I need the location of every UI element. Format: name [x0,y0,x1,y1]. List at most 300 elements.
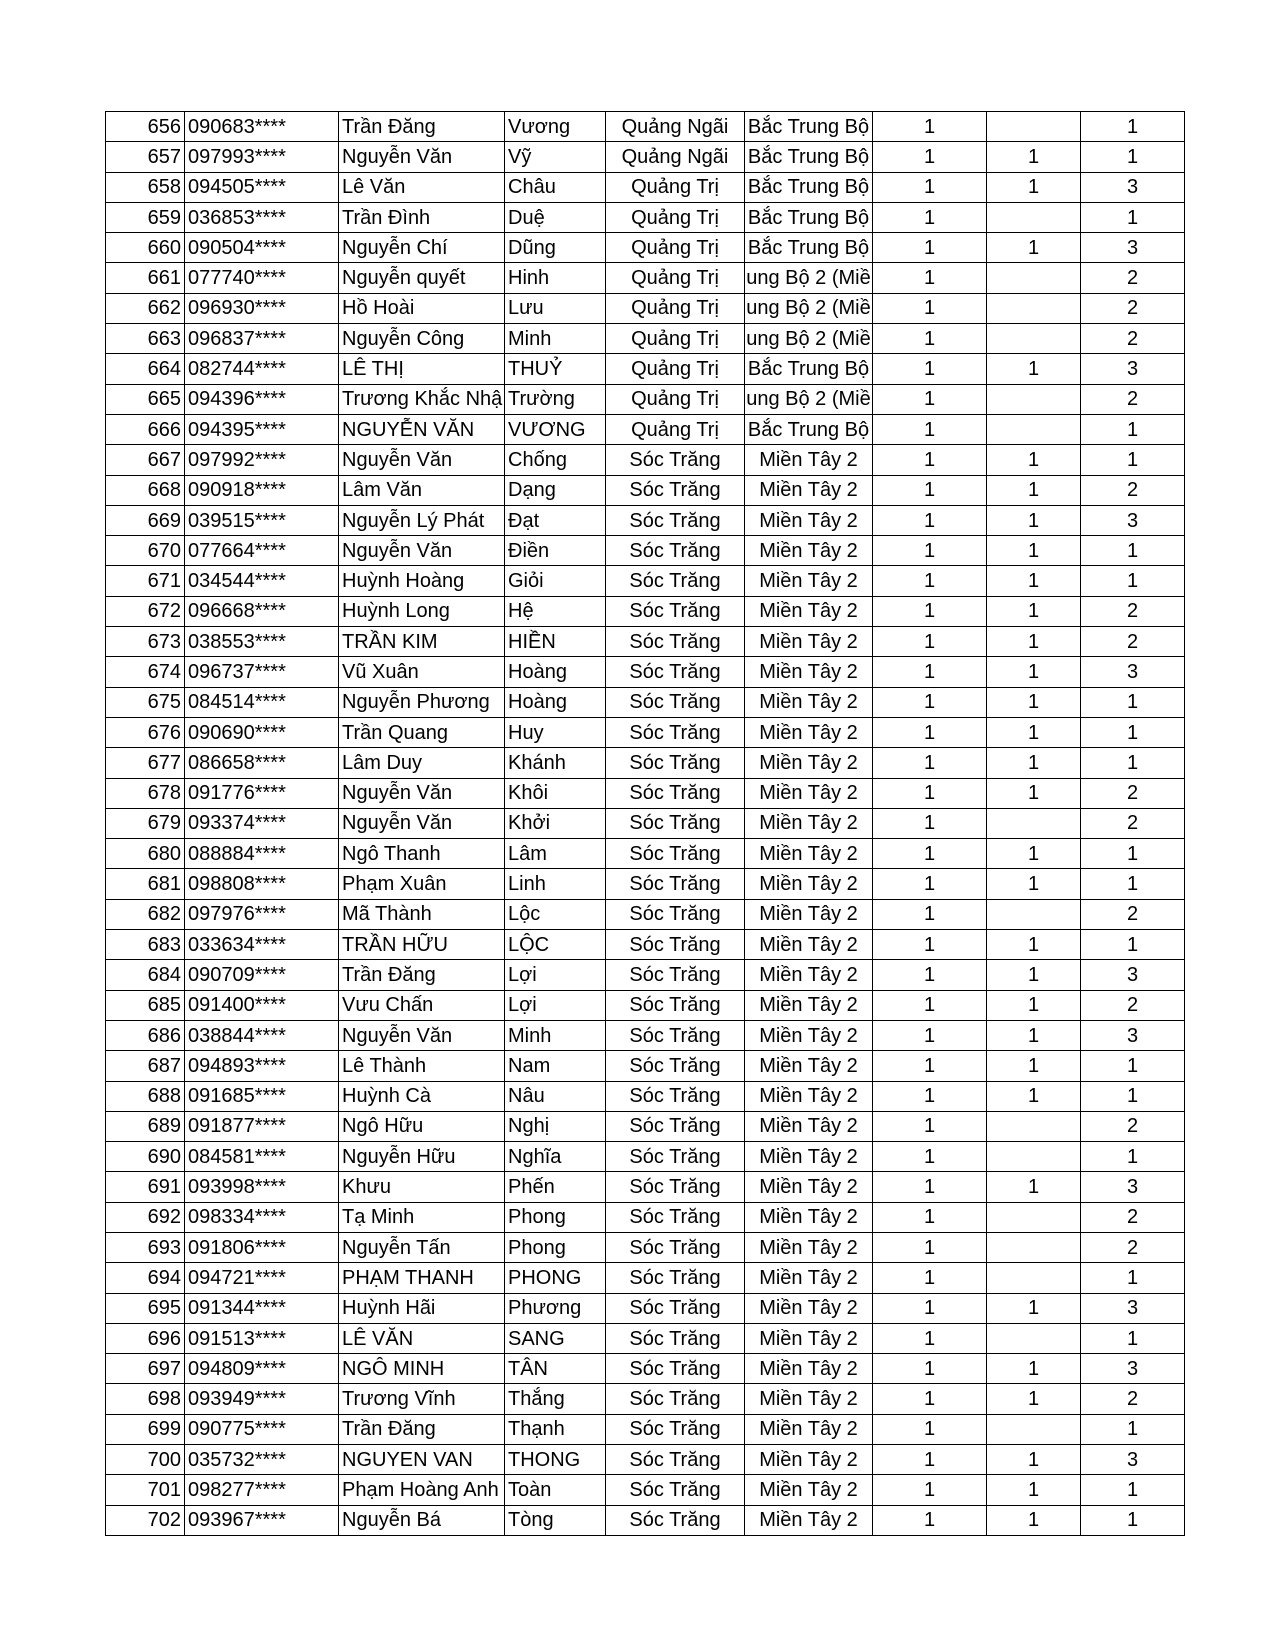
table-row [106,930,1185,960]
row-number-cell: 671 [106,566,185,596]
phone-number-cell: 039515**** [185,505,339,535]
phone-number-cell: 082744**** [185,354,339,384]
table-row [106,808,1185,838]
table-row [106,778,1185,808]
phone-number-cell: 098277**** [185,1475,339,1505]
last-name-cell: Nguyễn Tấn [339,1232,505,1262]
region-cell: ung Bộ 2 (Miề [745,384,873,414]
phone-number-cell: 090683**** [185,112,339,142]
phone-number-cell: 097993**** [185,142,339,172]
phone-number-cell: 084514**** [185,687,339,717]
count-c-cell: 1 [1081,566,1185,596]
count-a-cell: 1 [873,1384,987,1414]
phone-number-cell: 093949**** [185,1384,339,1414]
first-name-cell: VƯƠNG [505,414,606,444]
count-b-cell: 1 [987,1081,1081,1111]
first-name-cell: SANG [505,1323,606,1353]
count-a-cell: 1 [873,1172,987,1202]
first-name-cell: LỘC [505,930,606,960]
count-c-cell: 1 [1081,1142,1185,1172]
table-row [106,1111,1185,1141]
row-number-cell: 664 [106,354,185,384]
province-cell: Sóc Trăng [606,1263,745,1293]
row-number-cell: 690 [106,1142,185,1172]
row-number-cell: 659 [106,202,185,232]
first-name-cell: Giỏi [505,566,606,596]
last-name-cell: Trần Đăng [339,1414,505,1444]
phone-number-cell: 093967**** [185,1505,339,1535]
row-number-cell: 678 [106,778,185,808]
count-b-cell: 1 [987,1354,1081,1384]
phone-number-cell: 091400**** [185,990,339,1020]
count-b-cell: 1 [987,990,1081,1020]
first-name-cell: Dạng [505,475,606,505]
phone-number-cell: 090775**** [185,1414,339,1444]
first-name-cell: Toàn [505,1475,606,1505]
region-cell: Miền Tây 2 [745,1020,873,1050]
phone-number-cell: 088884**** [185,839,339,869]
last-name-cell: Trần Đăng [339,960,505,990]
count-a-cell: 1 [873,1263,987,1293]
province-cell: Sóc Trăng [606,1293,745,1323]
count-c-cell: 2 [1081,899,1185,929]
count-b-cell [987,1111,1081,1141]
first-name-cell: PHONG [505,1263,606,1293]
count-a-cell: 1 [873,657,987,687]
last-name-cell: Hồ Hoài [339,293,505,323]
count-c-cell: 1 [1081,1051,1185,1081]
count-b-cell: 1 [987,445,1081,475]
count-b-cell: 1 [987,930,1081,960]
phone-number-cell: 094809**** [185,1354,339,1384]
phone-number-cell: 093998**** [185,1172,339,1202]
table-body [106,112,1185,1536]
table-row [106,354,1185,384]
count-c-cell: 2 [1081,1202,1185,1232]
phone-number-cell: 090709**** [185,960,339,990]
first-name-cell: Nam [505,1051,606,1081]
last-name-cell: Nguyễn Văn [339,445,505,475]
row-number-cell: 685 [106,990,185,1020]
first-name-cell: Lợi [505,990,606,1020]
region-cell: Miền Tây 2 [745,627,873,657]
last-name-cell: Tạ Minh [339,1202,505,1232]
last-name-cell: Phạm Xuân [339,869,505,899]
province-cell: Sóc Trăng [606,445,745,475]
count-b-cell [987,384,1081,414]
phone-number-cell: 033634**** [185,930,339,960]
count-a-cell: 1 [873,596,987,626]
province-cell: Sóc Trăng [606,1232,745,1262]
count-a-cell: 1 [873,1354,987,1384]
phone-number-cell: 091877**** [185,1111,339,1141]
province-cell: Quảng Trị [606,172,745,202]
count-b-cell [987,1414,1081,1444]
first-name-cell: Nghị [505,1111,606,1141]
count-a-cell: 1 [873,930,987,960]
count-a-cell: 1 [873,1505,987,1535]
count-b-cell [987,293,1081,323]
first-name-cell: Vương [505,112,606,142]
count-c-cell: 3 [1081,1293,1185,1323]
row-number-cell: 657 [106,142,185,172]
region-cell: Miền Tây 2 [745,657,873,687]
row-number-cell: 687 [106,1051,185,1081]
row-number-cell: 665 [106,384,185,414]
count-c-cell: 1 [1081,930,1185,960]
count-b-cell: 1 [987,657,1081,687]
province-cell: Sóc Trăng [606,657,745,687]
count-a-cell: 1 [873,990,987,1020]
count-a-cell: 1 [873,1323,987,1353]
region-cell: Miền Tây 2 [745,1111,873,1141]
province-cell: Sóc Trăng [606,869,745,899]
count-b-cell: 1 [987,717,1081,747]
row-number-cell: 672 [106,596,185,626]
first-name-cell: Điền [505,536,606,566]
first-name-cell: TÂN [505,1354,606,1384]
count-a-cell: 1 [873,687,987,717]
region-cell: Miền Tây 2 [745,596,873,626]
count-b-cell [987,202,1081,232]
table-row [106,717,1185,747]
first-name-cell: Hoàng [505,687,606,717]
region-cell: Bắc Trung Bộ [745,172,873,202]
phone-number-cell: 098334**** [185,1202,339,1232]
row-number-cell: 674 [106,657,185,687]
last-name-cell: Lâm Văn [339,475,505,505]
count-a-cell: 1 [873,233,987,263]
region-cell: Miền Tây 2 [745,960,873,990]
first-name-cell: Thắng [505,1384,606,1414]
phone-number-cell: 091776**** [185,778,339,808]
phone-number-cell: 094505**** [185,172,339,202]
last-name-cell: LÊ VĂN [339,1323,505,1353]
first-name-cell: Linh [505,869,606,899]
region-cell: Bắc Trung Bộ [745,112,873,142]
phone-number-cell: 093374**** [185,808,339,838]
count-c-cell: 2 [1081,778,1185,808]
province-cell: Quảng Trị [606,414,745,444]
table-row [106,1354,1185,1384]
count-a-cell: 1 [873,1232,987,1262]
province-cell: Quảng Trị [606,293,745,323]
count-a-cell: 1 [873,566,987,596]
table-row [106,596,1185,626]
count-b-cell: 1 [987,354,1081,384]
region-cell: ung Bộ 2 (Miề [745,324,873,354]
region-cell: Bắc Trung Bộ [745,202,873,232]
province-cell: Sóc Trăng [606,748,745,778]
count-c-cell: 1 [1081,1505,1185,1535]
count-b-cell [987,263,1081,293]
count-c-cell: 1 [1081,1081,1185,1111]
first-name-cell: Vỹ [505,142,606,172]
count-a-cell: 1 [873,202,987,232]
count-c-cell: 1 [1081,112,1185,142]
table-row [106,1293,1185,1323]
phone-number-cell: 034544**** [185,566,339,596]
region-cell: Miền Tây 2 [745,1232,873,1262]
province-cell: Sóc Trăng [606,1202,745,1232]
table-row [106,536,1185,566]
table-row [106,899,1185,929]
last-name-cell: Nguyễn Văn [339,1020,505,1050]
count-a-cell: 1 [873,1081,987,1111]
row-number-cell: 683 [106,930,185,960]
province-cell: Sóc Trăng [606,1051,745,1081]
last-name-cell: Huỳnh Hãi [339,1293,505,1323]
province-cell: Sóc Trăng [606,1384,745,1414]
count-b-cell: 1 [987,1505,1081,1535]
table-row [106,1081,1185,1111]
phone-number-cell: 038553**** [185,627,339,657]
province-cell: Quảng Trị [606,324,745,354]
province-cell: Sóc Trăng [606,808,745,838]
phone-number-cell: 098808**** [185,869,339,899]
count-c-cell: 3 [1081,1354,1185,1384]
last-name-cell: Nguyễn Phương [339,687,505,717]
province-cell: Sóc Trăng [606,1475,745,1505]
table-row [106,1142,1185,1172]
phone-number-cell: 096837**** [185,324,339,354]
first-name-cell: Phong [505,1202,606,1232]
count-b-cell: 1 [987,536,1081,566]
count-b-cell: 1 [987,1475,1081,1505]
first-name-cell: Đạt [505,505,606,535]
count-a-cell: 1 [873,808,987,838]
count-b-cell: 1 [987,475,1081,505]
phone-number-cell: 090504**** [185,233,339,263]
first-name-cell: Nghĩa [505,1142,606,1172]
count-b-cell: 1 [987,778,1081,808]
last-name-cell: Lê Văn [339,172,505,202]
count-b-cell [987,324,1081,354]
count-c-cell: 3 [1081,1020,1185,1050]
first-name-cell: Thạnh [505,1414,606,1444]
province-cell: Sóc Trăng [606,1142,745,1172]
first-name-cell: Trường [505,384,606,414]
table-row [106,233,1185,263]
count-c-cell: 3 [1081,172,1185,202]
phone-number-cell: 090918**** [185,475,339,505]
region-cell: Bắc Trung Bộ [745,233,873,263]
last-name-cell: Trần Quang [339,717,505,747]
phone-number-cell: 091513**** [185,1323,339,1353]
row-number-cell: 702 [106,1505,185,1535]
first-name-cell: Lợi [505,960,606,990]
province-cell: Sóc Trăng [606,778,745,808]
last-name-cell: Mã Thành [339,899,505,929]
count-c-cell: 3 [1081,1172,1185,1202]
phone-number-cell: 084581**** [185,1142,339,1172]
table-row [106,293,1185,323]
count-a-cell: 1 [873,324,987,354]
count-a-cell: 1 [873,1293,987,1323]
province-cell: Quảng Trị [606,354,745,384]
count-c-cell: 3 [1081,960,1185,990]
count-b-cell: 1 [987,1051,1081,1081]
region-cell: Miền Tây 2 [745,445,873,475]
last-name-cell: Phạm Hoàng Anh [339,1475,505,1505]
region-cell: Miền Tây 2 [745,1445,873,1475]
count-b-cell: 1 [987,627,1081,657]
province-cell: Sóc Trăng [606,1111,745,1141]
count-a-cell: 1 [873,172,987,202]
count-a-cell: 1 [873,414,987,444]
table-row [106,1475,1185,1505]
count-c-cell: 2 [1081,1384,1185,1414]
table-row [106,960,1185,990]
count-b-cell: 1 [987,172,1081,202]
row-number-cell: 695 [106,1293,185,1323]
province-cell: Sóc Trăng [606,1020,745,1050]
table-row [106,172,1185,202]
last-name-cell: Trương Vĩnh [339,1384,505,1414]
first-name-cell: THONG [505,1445,606,1475]
last-name-cell: Nguyễn Văn [339,142,505,172]
table-row [106,202,1185,232]
province-cell: Quảng Ngãi [606,142,745,172]
first-name-cell: HIỀN [505,627,606,657]
region-cell: Miền Tây 2 [745,990,873,1020]
row-number-cell: 692 [106,1202,185,1232]
region-cell: Miền Tây 2 [745,1354,873,1384]
table-row [106,1445,1185,1475]
last-name-cell: Nguyễn quyết [339,263,505,293]
row-number-cell: 675 [106,687,185,717]
count-c-cell: 2 [1081,475,1185,505]
region-cell: Miền Tây 2 [745,808,873,838]
last-name-cell: Nguyễn Văn [339,536,505,566]
region-cell: ung Bộ 2 (Miề [745,293,873,323]
last-name-cell: Trần Đăng [339,112,505,142]
first-name-cell: Chống [505,445,606,475]
count-c-cell: 1 [1081,1263,1185,1293]
last-name-cell: Huỳnh Cà [339,1081,505,1111]
row-number-cell: 663 [106,324,185,354]
first-name-cell: Phương [505,1293,606,1323]
last-name-cell: Lâm Duy [339,748,505,778]
count-c-cell: 3 [1081,354,1185,384]
table-row [106,1232,1185,1262]
count-a-cell: 1 [873,112,987,142]
region-cell: Bắc Trung Bộ [745,142,873,172]
count-b-cell [987,112,1081,142]
province-cell: Sóc Trăng [606,1354,745,1384]
count-c-cell: 1 [1081,142,1185,172]
table-row [106,475,1185,505]
province-cell: Sóc Trăng [606,687,745,717]
count-c-cell: 1 [1081,1323,1185,1353]
count-c-cell: 2 [1081,808,1185,838]
count-c-cell: 3 [1081,657,1185,687]
region-cell: Miền Tây 2 [745,1172,873,1202]
row-number-cell: 688 [106,1081,185,1111]
table-row [106,263,1185,293]
first-name-cell: Phong [505,1232,606,1262]
count-c-cell: 1 [1081,536,1185,566]
region-cell: Miền Tây 2 [745,1384,873,1414]
table-row [106,505,1185,535]
region-cell: ung Bộ 2 (Miề [745,263,873,293]
region-cell: Miền Tây 2 [745,1263,873,1293]
region-cell: Miền Tây 2 [745,505,873,535]
row-number-cell: 679 [106,808,185,838]
count-a-cell: 1 [873,1020,987,1050]
region-cell: Miền Tây 2 [745,1142,873,1172]
first-name-cell: Hinh [505,263,606,293]
last-name-cell: Vưu Chấn [339,990,505,1020]
count-c-cell: 1 [1081,717,1185,747]
row-number-cell: 682 [106,899,185,929]
count-a-cell: 1 [873,293,987,323]
count-b-cell: 1 [987,566,1081,596]
last-name-cell: LÊ THỊ [339,354,505,384]
count-b-cell [987,1263,1081,1293]
region-cell: Miền Tây 2 [745,717,873,747]
table-row [106,1505,1185,1535]
count-b-cell: 1 [987,596,1081,626]
row-number-cell: 677 [106,748,185,778]
region-cell: Miền Tây 2 [745,1202,873,1232]
region-cell: Bắc Trung Bộ [745,414,873,444]
count-b-cell [987,899,1081,929]
province-cell: Sóc Trăng [606,536,745,566]
last-name-cell: Huỳnh Long [339,596,505,626]
count-a-cell: 1 [873,1051,987,1081]
row-number-cell: 662 [106,293,185,323]
province-cell: Quảng Trị [606,202,745,232]
province-cell: Sóc Trăng [606,1414,745,1444]
count-c-cell: 2 [1081,1111,1185,1141]
first-name-cell: Châu [505,172,606,202]
last-name-cell: Nguyễn Chí [339,233,505,263]
province-cell: Sóc Trăng [606,930,745,960]
count-c-cell: 3 [1081,505,1185,535]
first-name-cell: Duệ [505,202,606,232]
table-row [106,1172,1185,1202]
row-number-cell: 689 [106,1111,185,1141]
last-name-cell: Nguyễn Văn [339,808,505,838]
table-row [106,142,1185,172]
province-cell: Sóc Trăng [606,1172,745,1202]
table-row [106,869,1185,899]
row-number-cell: 681 [106,869,185,899]
count-c-cell: 1 [1081,748,1185,778]
table-row [106,384,1185,414]
count-c-cell: 2 [1081,324,1185,354]
count-a-cell: 1 [873,384,987,414]
first-name-cell: Lưu [505,293,606,323]
table-row [106,1323,1185,1353]
province-cell: Sóc Trăng [606,1505,745,1535]
row-number-cell: 700 [106,1445,185,1475]
last-name-cell: Ngô Thanh [339,839,505,869]
phone-number-cell: 091344**** [185,1293,339,1323]
phone-number-cell: 094893**** [185,1051,339,1081]
region-cell: Miền Tây 2 [745,778,873,808]
province-cell: Sóc Trăng [606,475,745,505]
table-row [106,657,1185,687]
count-b-cell [987,1142,1081,1172]
first-name-cell: Nâu [505,1081,606,1111]
last-name-cell: Nguyễn Công [339,324,505,354]
region-cell: Bắc Trung Bộ [745,354,873,384]
count-a-cell: 1 [873,1445,987,1475]
count-b-cell: 1 [987,505,1081,535]
first-name-cell: Dũng [505,233,606,263]
